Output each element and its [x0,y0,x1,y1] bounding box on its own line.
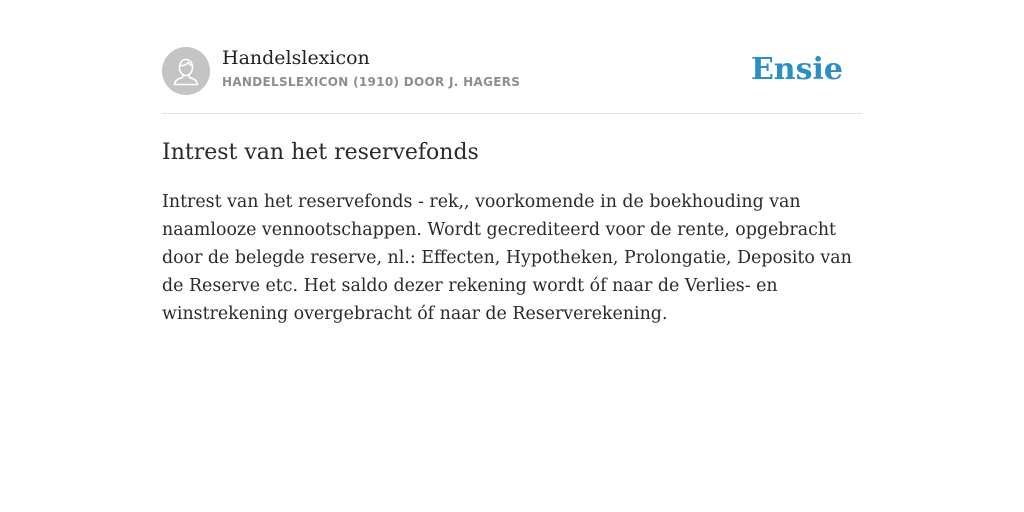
article-title: Intrest van het reservefonds [162,140,479,165]
ensie-logo[interactable]: Ensie [750,52,843,87]
article-body: Intrest van het reservefonds - rek,, voorkomende in de boekhouding van naamlooze vennootschappen. Wordt gecrediteerd voor de rente, opgebracht door de belegde reserve, nl.: Effecten, Hypotheken, Prolongatie, Deposito van de Reserve etc. Het saldo dezer rekening wordt óf naar de Verlies- en winstrekening overgebracht óf naar de Reserverekening. [162,192,852,324]
author-avatar[interactable] [162,47,210,95]
author-source: HANDELSLEXICON (1910) DOOR J. HAGERS [222,75,521,89]
author-name[interactable]: Handelslexicon [222,47,370,69]
article-container [162,46,862,328]
user-placeholder-icon [162,47,210,95]
author-header [162,46,862,114]
